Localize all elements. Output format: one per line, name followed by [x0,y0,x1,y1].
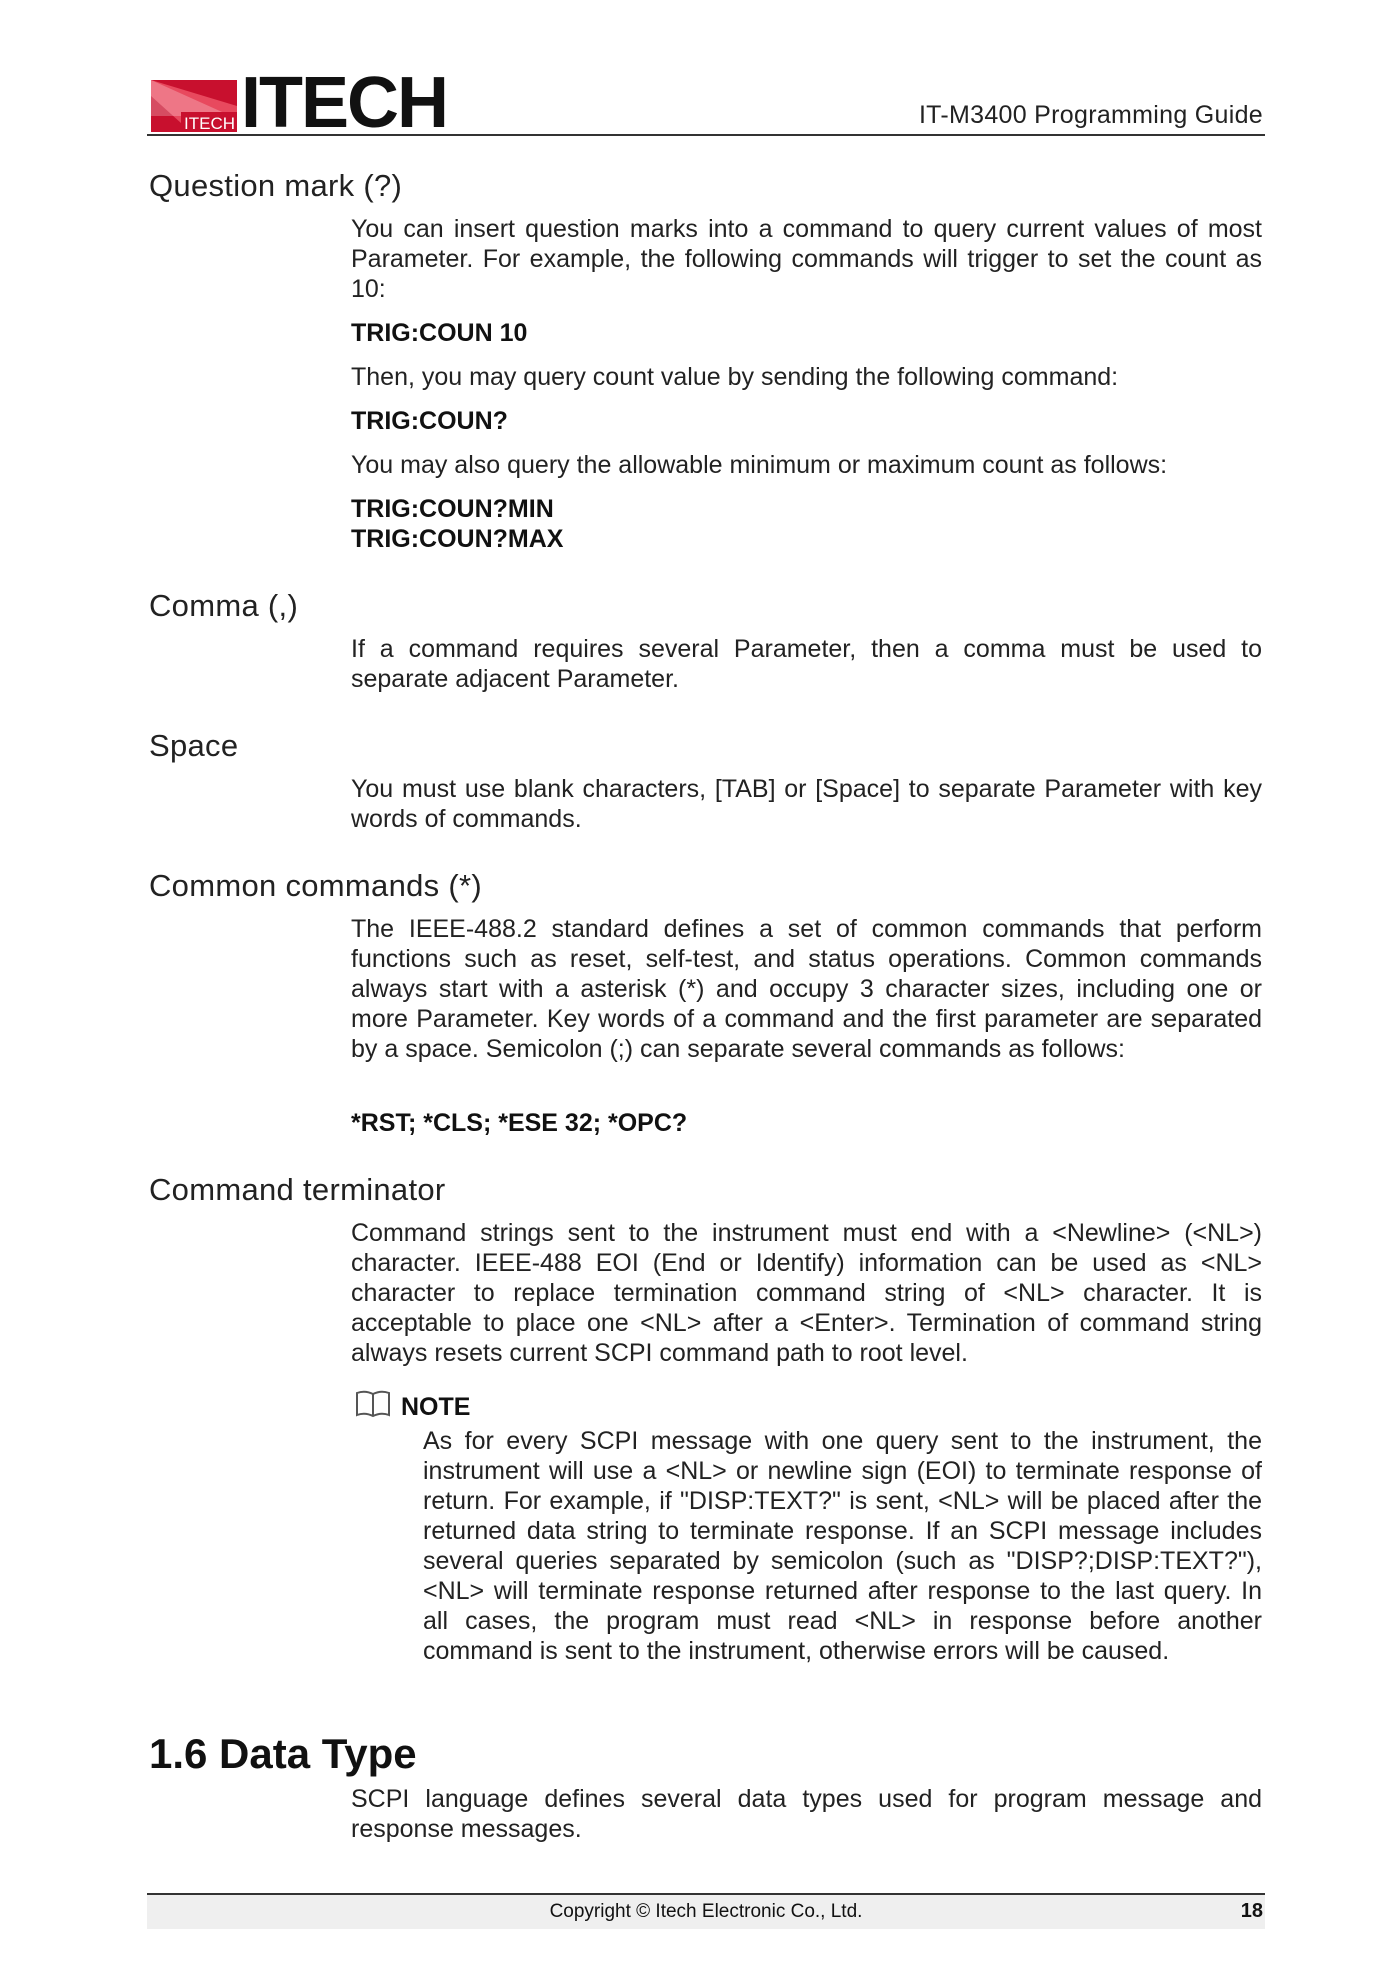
note-label: NOTE [401,1393,471,1421]
note-text: As for every SCPI message with one query sent to the instrument, the instrument will use a <NL> or newline sign (EOI) to terminate response of return. For example, if "DISP:TEXT?" is sent, <NL> will be placed after the returned data string to terminate response. If an SCPI message includes several queries separated by semicolon (such as "DISP?;DISP:TEXT?"), <NL> will terminate response returned after response to the last query. In all cases, the program must read <NL> in response before another command is sent to the instrument, otherwise errors will be caused. [423,1427,1262,1665]
question-mark-paragraph-2: Then, you may query count value by sending the following command: [351,363,1119,391]
code-trig-coun-min: TRIG:COUN?MIN [351,495,554,523]
heading-data-type: 1.6 Data Type [149,1730,417,1777]
heading-space: Space [149,728,239,763]
logo-small-text: ITECH [184,114,235,132]
footer-copyright: Copyright © Itech Electronic Co., Ltd. [549,1901,863,1922]
logo-mark-icon [151,76,237,132]
logo-wordmark: ITECH [241,63,447,143]
page-number: 18 [1240,1900,1263,1922]
common-commands-paragraph: The IEEE-488.2 standard defines a set of common commands that perform functions such as reset, self-test, and status operations. Common commands always start with a asterisk (*) and occupy 3 character sizes, including one or more Parameter. Key words of a command and the first parameter are separated by a space. Semicolon (;) can separate several commands as follows: [351,915,1262,1063]
space-paragraph: You must use blank characters, [TAB] or [Space] to separate Parameter with key words of commands. [351,775,1262,833]
code-common-commands: *RST; *CLS; *ESE 32; *OPC? [351,1109,688,1137]
book-icon [355,1389,391,1419]
heading-command-terminator: Command terminator [149,1172,446,1207]
question-mark-paragraph-3: You may also query the allowable minimum or maximum count as follows: [351,451,1168,479]
heading-question-mark: Question mark (?) [149,168,403,203]
code-trig-coun-10: TRIG:COUN 10 [351,319,528,347]
document-title: IT-M3400 Programming Guide [918,101,1263,129]
page-footer [147,1893,1265,1929]
code-trig-coun-query: TRIG:COUN? [351,407,508,435]
itech-logo [151,63,447,143]
question-mark-paragraph-1: You can insert question marks into a command to query current values of most Parameter. For example, the following commands will trigger to set the count as 10: [351,215,1262,303]
command-terminator-paragraph: Command strings sent to the instrument must end with a <Newline> (<NL>) character. IEEE-488 EOI (End or Identify) information can be used as <NL> character to replace termination command string of <NL> character. It is acceptable to place one <NL> after a <Enter>. Termination of command string always resets current SCPI command path to root level. [351,1219,1262,1367]
data-type-paragraph: SCPI language defines several data types used for program message and response messages. [351,1785,1262,1843]
heading-comma: Comma (,) [149,588,299,623]
heading-common-commands: Common commands (*) [149,868,483,903]
code-trig-coun-max: TRIG:COUN?MAX [351,525,564,553]
page-header [147,63,1265,143]
comma-paragraph: If a command requires several Parameter, then a comma must be used to separate adjacent Parameter. [351,635,1262,693]
